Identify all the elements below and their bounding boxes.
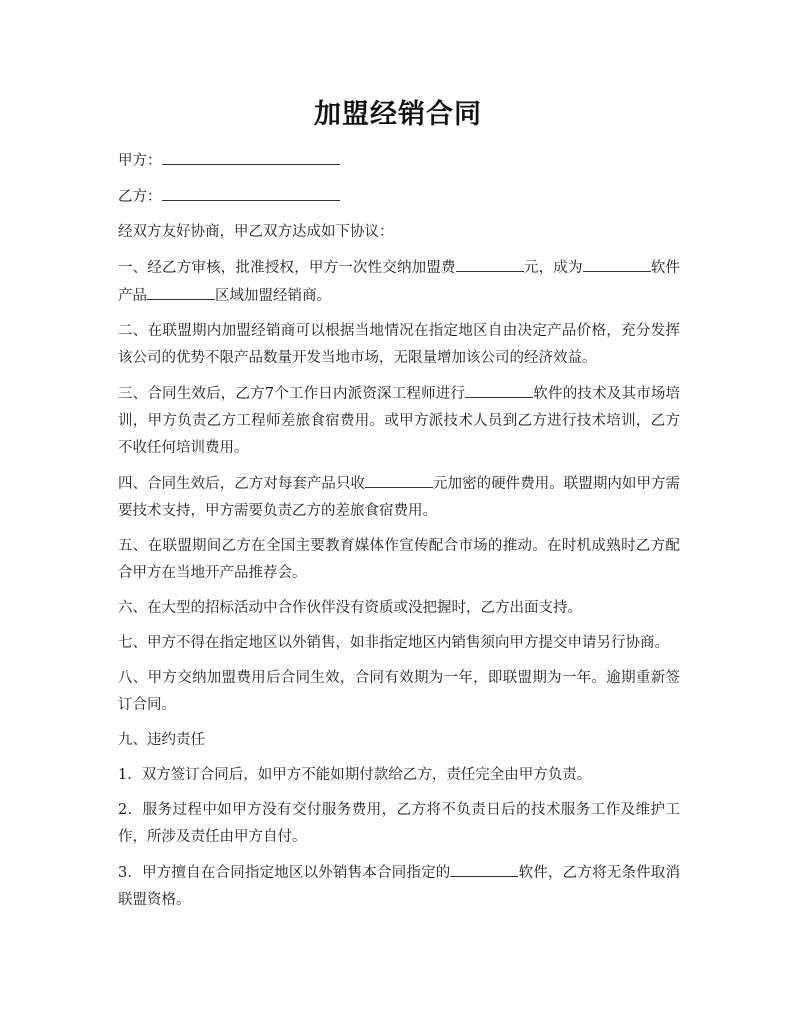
clause-1 <box>118 254 680 310</box>
party-a-line <box>118 147 680 175</box>
party-b-blank[interactable] <box>162 183 340 201</box>
franchise-fee-blank[interactable] <box>456 254 524 272</box>
clause-1-text-d: 区域加盟经销商。 <box>215 288 331 304</box>
clause-7: 七、甲方不得在指定地区以外销售，如非指定地区内销售须向甲方提交申请另行协商。 <box>118 635 669 651</box>
clause-3 <box>118 380 680 462</box>
region-blank[interactable] <box>147 282 215 300</box>
clause-1-text-b: 元，成为 <box>523 260 583 276</box>
clause-4-text-a: 四、合同生效后，乙方对每套产品只收 <box>118 476 365 492</box>
designated-software-blank[interactable] <box>450 859 518 877</box>
liability-3-text-a: 3．甲方擅自在合同指定地区以外销售本合同指定的 <box>118 865 451 881</box>
clause-9-heading: 九、违约责任 <box>118 732 205 748</box>
clause-3-text-a: 三、合同生效后，乙方7个工作日内派资深工程师进行 <box>118 386 466 402</box>
clause-4-text-b: 元加密的硬件费用。联盟期内如甲方需要技术支持，甲方需要负责乙方的差旅食宿费用。 <box>118 476 680 519</box>
clause-6: 六、在大型的招标活动中合作伙伴没有资质或没把握时，乙方出面支持。 <box>118 600 582 616</box>
party-b-label: 乙方： <box>118 189 162 205</box>
clause-3-text-b: 软件的技术及其市场培训，甲方负责乙方工程师差旅食宿费用。或甲方派技术人员到乙方进行技术培训，乙方不收任何培训费用。 <box>118 386 680 456</box>
liability-3 <box>118 859 680 914</box>
become-blank[interactable] <box>583 254 651 272</box>
document-body <box>118 147 680 922</box>
clause-4 <box>118 470 680 525</box>
clause-5: 五、在联盟期间乙方在全国主要教育媒体作宣传配合市场的推动。在时机成熟时乙方配合甲方在当地开产品推荐会。 <box>118 538 680 581</box>
clause-2: 二、在联盟期内加盟经销商可以根据当地情况在指定地区自由决定产品价格，充分发挥该公司的优势不限产品数量开发当地市场，无限量增加该公司的经济效益。 <box>118 323 680 366</box>
intro-paragraph: 经双方友好协商，甲乙双方达成如下协议： <box>118 224 394 240</box>
software-blank[interactable] <box>465 380 533 398</box>
liability-2: 2．服务过程中如甲方没有交付服务费用，乙方将不负责日后的技术服务工作及维护工作，所涉及责任由甲方自付。 <box>118 802 680 845</box>
hardware-fee-blank[interactable] <box>365 470 433 488</box>
party-a-label: 甲方： <box>118 153 162 169</box>
party-a-blank[interactable] <box>162 147 340 165</box>
clause-8: 八、甲方交纳加盟费用后合同生效，合同有效期为一年，即联盟期为一年。逾期重新签订合同。 <box>118 670 680 713</box>
liability-3-text-b: 软件，乙方将无条件取消联盟资格。 <box>118 865 680 908</box>
party-b-line <box>118 183 680 211</box>
clause-1-text-a: 一、经乙方审核，批准授权，甲方一次性交纳加盟费 <box>118 260 456 276</box>
document-title: 加盟经销合同 <box>314 99 482 130</box>
liability-1: 1．双方签订合同后，如甲方不能如期付款给乙方，责任完全由甲方负责。 <box>118 767 592 783</box>
clause-1-text-c: 软件产品 <box>118 260 681 304</box>
